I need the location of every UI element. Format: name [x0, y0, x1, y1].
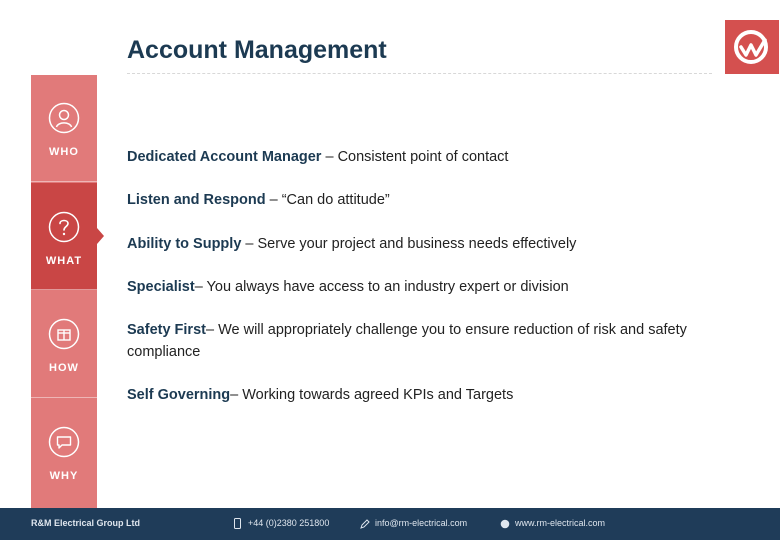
point-separator: – [265, 192, 282, 208]
point-separator: – [205, 322, 219, 338]
globe-icon [500, 519, 510, 529]
sidebar [31, 75, 97, 508]
footer-company: R&M Electrical Group Ltd [31, 518, 141, 528]
rm-logo-icon [725, 20, 779, 74]
point-text: Consistent point of contact [337, 149, 509, 165]
phone-icon [234, 518, 241, 529]
footer-website[interactable]: www.rm-electrical.com [515, 518, 606, 528]
active-item-pointer [97, 228, 104, 244]
sidebar-item-who[interactable] [31, 75, 97, 182]
sidebar-item-label: HOW [49, 362, 79, 374]
point-separator: – [321, 149, 338, 165]
point-separator: – [194, 279, 207, 295]
footer-phone: +44 (0)2380 251800 [248, 518, 330, 528]
point-text: “Can do attitude” [281, 192, 390, 208]
chat-icon [48, 426, 80, 458]
list-item [127, 233, 697, 255]
point-text: You always have access to an industry expert or division [206, 279, 569, 295]
point-text: Working towards agreed KPIs and Targets [242, 387, 514, 403]
title-divider [127, 73, 712, 74]
sidebar-item-how[interactable] [31, 291, 97, 398]
list-item [127, 189, 697, 211]
point-title: Listen and Respond [127, 192, 266, 208]
point-separator: – [230, 387, 243, 403]
list-item [127, 319, 697, 363]
point-text: Serve your project and business needs effectively [257, 236, 577, 252]
point-title: Ability to Supply [127, 236, 242, 252]
point-text: We will appropriately challenge you to ensure reduction of risk and safety compliance [127, 322, 687, 360]
sidebar-item-what[interactable] [31, 183, 97, 290]
page-title: Account Management [127, 36, 387, 64]
list-item [127, 384, 697, 406]
sidebar-item-why[interactable] [31, 399, 97, 506]
person-icon [48, 102, 80, 134]
point-title: Dedicated Account Manager [127, 149, 322, 165]
point-title: Self Governing [127, 387, 231, 403]
sidebar-item-label: WHAT [45, 255, 83, 267]
gift-icon [48, 318, 80, 350]
sidebar-item-label: WHY [49, 470, 79, 482]
sidebar-item-label: WHO [49, 146, 79, 158]
footer-email[interactable]: info@rm-electrical.com [375, 518, 468, 528]
point-title: Specialist [127, 279, 195, 295]
footer [0, 508, 780, 540]
list-item [127, 146, 697, 168]
email-icon [360, 519, 370, 529]
question-icon [48, 211, 80, 243]
point-separator: – [241, 236, 258, 252]
list-item [127, 276, 697, 298]
point-title: Safety First [127, 322, 206, 338]
